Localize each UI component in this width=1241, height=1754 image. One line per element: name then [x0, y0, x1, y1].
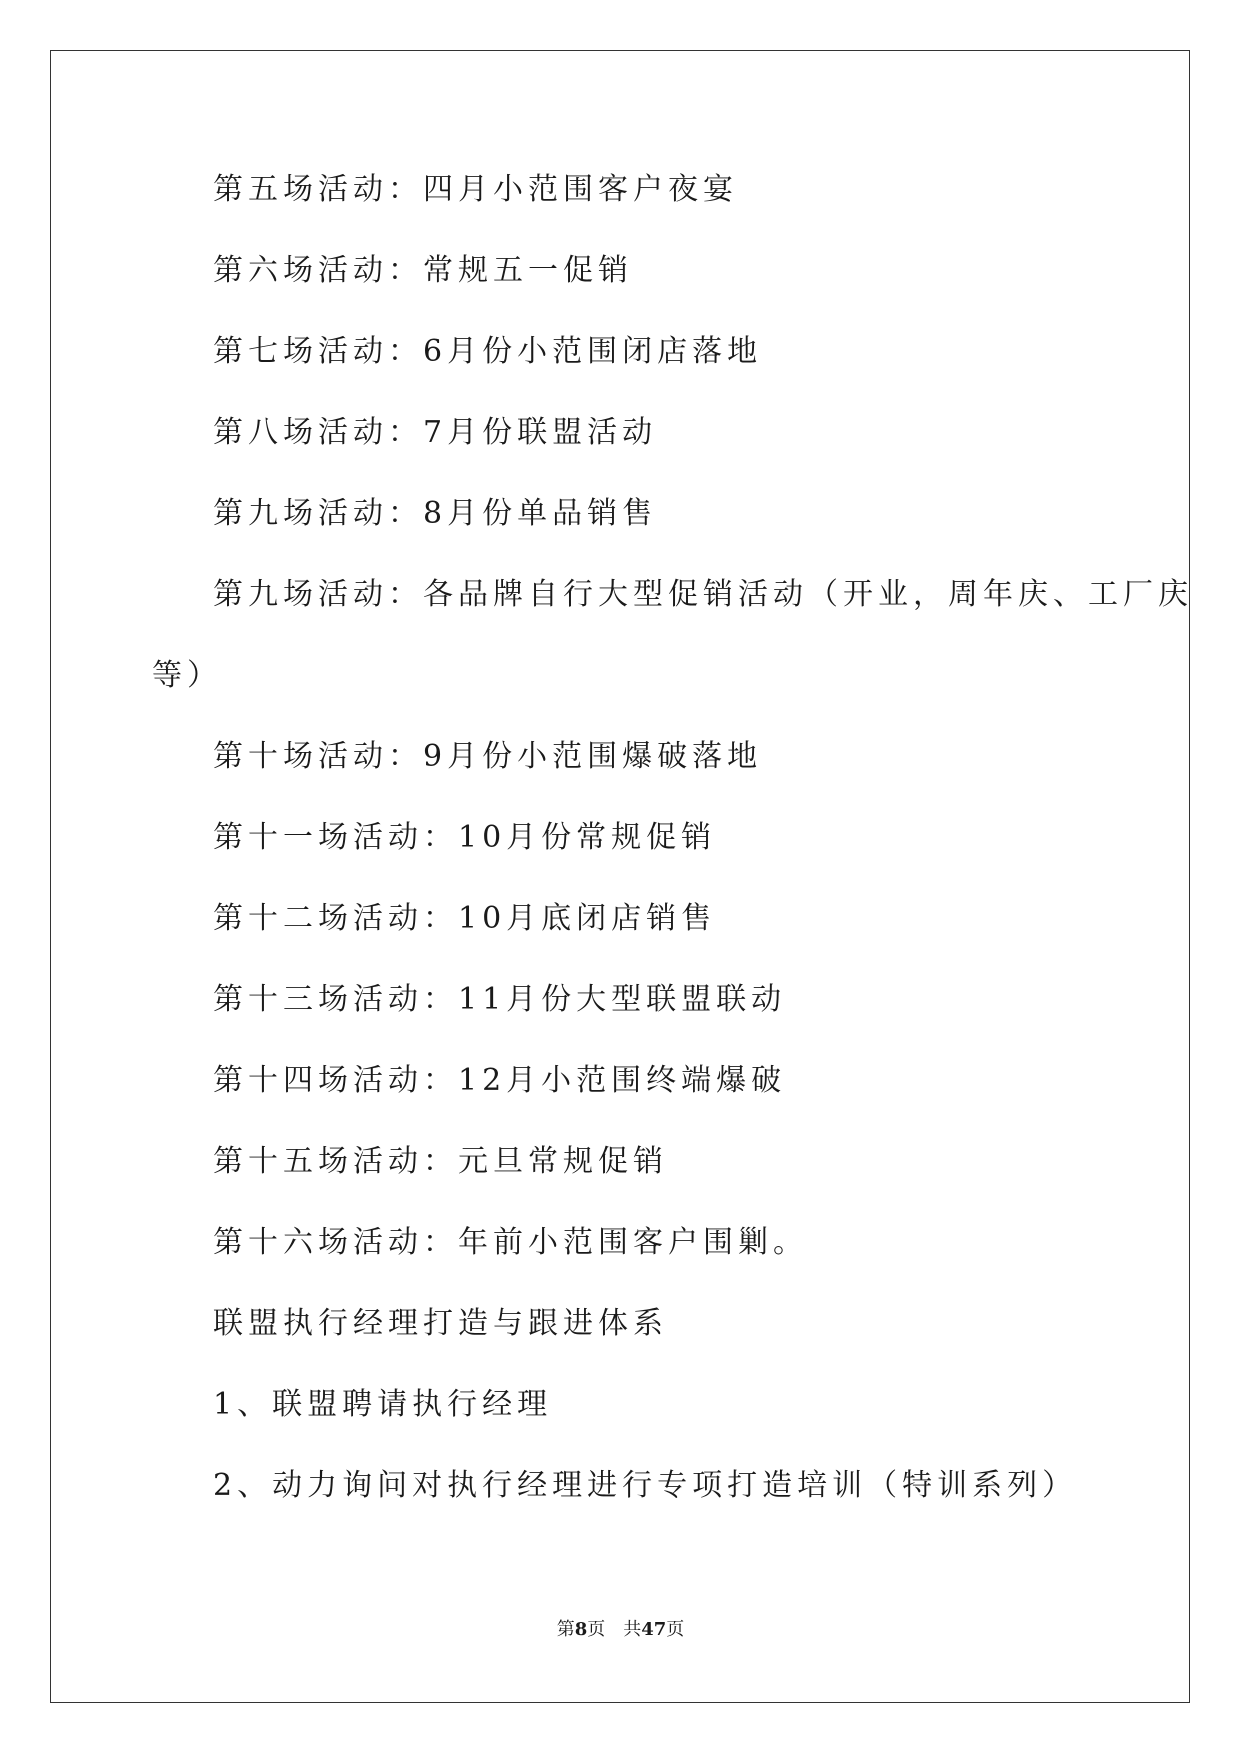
activity-line-11: 第十一场活动：10月份常规促销: [213, 820, 717, 855]
activity-line-6: 第六场活动：常规五一促销: [213, 253, 633, 288]
footer-total-pages: 47: [641, 1619, 667, 1640]
section-heading: 联盟执行经理打造与跟进体系: [213, 1306, 668, 1341]
footer-page-number: 8: [574, 1619, 588, 1640]
activity-line-8: 第八场活动：7月份联盟活动: [213, 415, 658, 450]
activity-line-9b: 第九场活动：各品牌自行大型促销活动（开业，周年庆、工厂庆: [213, 577, 1193, 612]
footer-page-suffix: 页: [587, 1619, 606, 1640]
activity-line-12: 第十二场活动：10月底闭店销售: [213, 901, 717, 936]
list-item-1: 1、联盟聘请执行经理: [213, 1387, 553, 1422]
activity-line-13: 第十三场活动：11月份大型联盟联动: [213, 982, 787, 1017]
activity-line-9: 第九场活动：8月份单品销售: [213, 496, 658, 531]
footer-total-suffix: 页: [666, 1619, 685, 1640]
activity-line-5: 第五场活动：四月小范围客户夜宴: [213, 172, 738, 207]
activity-line-14: 第十四场活动：12月小范围终端爆破: [213, 1063, 787, 1098]
activity-line-9b-continued: 等）: [152, 658, 222, 693]
page-border: [50, 50, 1190, 1703]
activity-line-7: 第七场活动：6月份小范围闭店落地: [213, 334, 763, 369]
activity-line-15: 第十五场活动：元旦常规促销: [213, 1144, 668, 1179]
activity-line-16: 第十六场活动：年前小范围客户围剿。: [213, 1225, 808, 1260]
page-footer: [0, 1618, 1241, 1642]
list-item-2: 2、动力询问对执行经理进行专项打造培训（特训系列）: [213, 1468, 1078, 1503]
footer-page-prefix: 第: [556, 1619, 575, 1640]
activity-line-10: 第十场活动：9月份小范围爆破落地: [213, 739, 763, 774]
footer-total-prefix: 共: [623, 1619, 642, 1640]
